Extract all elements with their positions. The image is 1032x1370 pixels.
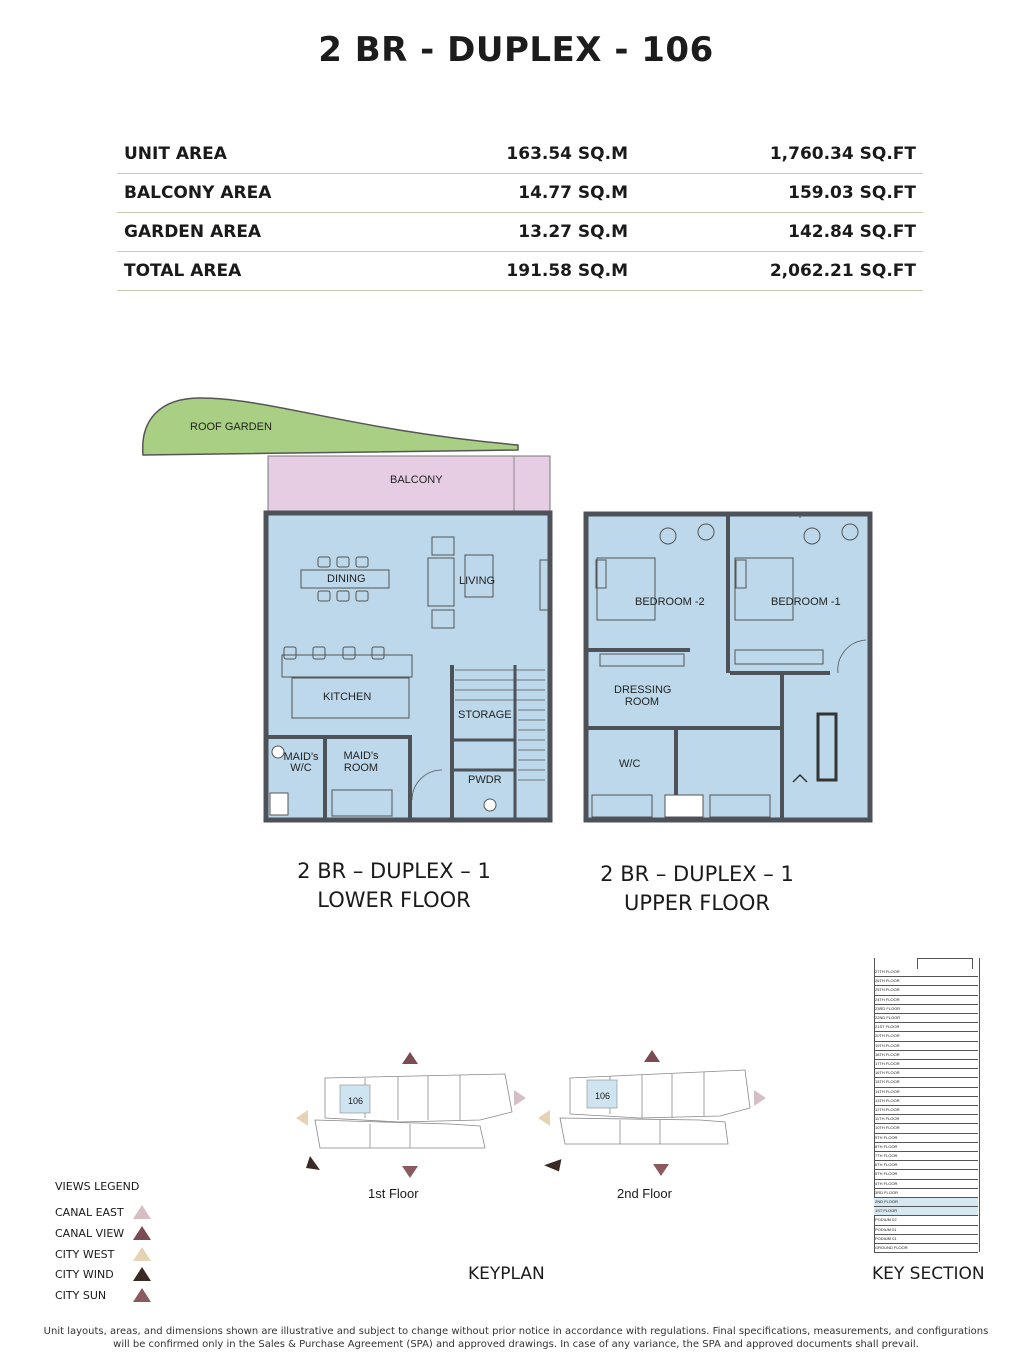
canal-east-triangle-icon bbox=[133, 1205, 151, 1219]
tower-floor-row bbox=[874, 1134, 978, 1143]
tower-floor-label: 22ND FLOOR bbox=[875, 1015, 901, 1020]
keyplan-unit-tag-1: 106 bbox=[348, 1096, 364, 1106]
key-section-label: KEY SECTION bbox=[872, 1264, 985, 1284]
legend-item: CITY WIND bbox=[55, 1268, 114, 1281]
legend-item: CITY SUN bbox=[55, 1289, 107, 1302]
tower-floor-row bbox=[874, 1060, 978, 1069]
tower-floor-row bbox=[874, 1216, 978, 1225]
area-sqm: 191.58 SQ.M bbox=[431, 252, 635, 291]
area-sqm: 163.54 SQ.M bbox=[431, 135, 635, 174]
tower-floor-row bbox=[874, 1051, 978, 1060]
label-maids-room: MAID's ROOM bbox=[343, 750, 379, 774]
tower-floor-row bbox=[874, 1032, 978, 1041]
label-storage: STORAGE bbox=[458, 709, 512, 721]
tower-floor-label: 17TH FLOOR bbox=[875, 1061, 900, 1066]
tower-floor-label: 4TH FLOOR bbox=[875, 1180, 898, 1186]
area-sqm: 14.77 SQ.M bbox=[431, 174, 635, 213]
tower-floor-row bbox=[874, 1170, 978, 1179]
area-label: BALCONY AREA bbox=[117, 174, 431, 213]
city-sun-triangle-icon bbox=[133, 1288, 151, 1302]
label-bedroom-2: BEDROOM -2 bbox=[635, 596, 705, 608]
tower-floor-row bbox=[874, 1189, 978, 1198]
tower-floor-row bbox=[874, 1124, 978, 1133]
tower-floor-row bbox=[874, 1097, 978, 1106]
city-wind-triangle-icon bbox=[133, 1267, 151, 1281]
tower-floor-label: 5TH FLOOR bbox=[875, 1171, 898, 1177]
tower-floor-label: 18TH FLOOR bbox=[875, 1051, 900, 1057]
area-label: TOTAL AREA bbox=[117, 252, 431, 291]
tower-floor-label: 24TH FLOOR bbox=[875, 996, 900, 1002]
tower-floor-label: PODIUM 02 bbox=[875, 1217, 897, 1223]
area-sqm: 13.27 SQ.M bbox=[431, 213, 635, 252]
tower-floor-row bbox=[874, 1161, 978, 1170]
tower-floor-label: 16TH FLOOR bbox=[875, 1070, 900, 1076]
tower-floor-label: 13TH FLOOR bbox=[875, 1097, 900, 1103]
area-sqft: 159.03 SQ.FT bbox=[635, 174, 923, 213]
label-living: LIVING bbox=[459, 575, 496, 587]
keyplan-label: KEYPLAN bbox=[468, 1264, 545, 1284]
area-sqft: 1,760.34 SQ.FT bbox=[635, 135, 923, 174]
tower-floor-label: PODIUM 01 bbox=[875, 1226, 897, 1232]
tower-floor-row bbox=[874, 1235, 978, 1244]
tower-floor-label: 7TH FLOOR bbox=[875, 1153, 898, 1158]
tower-floor-label: 12TH FLOOR bbox=[875, 1107, 900, 1112]
area-label: GARDEN AREA bbox=[117, 213, 431, 252]
tower-floor-label: 15TH FLOOR bbox=[875, 1079, 900, 1085]
tower-floor-row bbox=[874, 1152, 978, 1161]
tower-floor-label: 6TH FLOOR bbox=[875, 1162, 898, 1168]
tower-floor-label: 9TH FLOOR bbox=[875, 1134, 898, 1140]
tower-floor-row bbox=[874, 1005, 978, 1014]
tower-floor-row bbox=[874, 1106, 978, 1115]
label-dressing-room: DRESSING ROOM bbox=[614, 684, 672, 708]
tower-floor-label: 20TH FLOOR bbox=[875, 1033, 900, 1039]
page-title: 2 BR - DUPLEX - 106 bbox=[318, 30, 714, 70]
tower-floor-row bbox=[874, 1143, 978, 1152]
city-west-triangle-icon bbox=[133, 1247, 151, 1261]
area-label: UNIT AREA bbox=[117, 135, 431, 174]
lower-caption-line2: LOWER FLOOR bbox=[317, 888, 471, 912]
tower-floor-row bbox=[874, 1115, 978, 1124]
tower-floor-row bbox=[874, 1023, 978, 1032]
lower-floor-caption bbox=[254, 857, 534, 915]
legend-item: CANAL VIEW bbox=[55, 1227, 125, 1240]
tower-floor-label: 26TH FLOOR bbox=[875, 978, 900, 984]
tower-floor-label: 21ST FLOOR bbox=[875, 1024, 900, 1030]
label-pwdr: PWDR bbox=[468, 774, 502, 786]
tower-floor-row bbox=[874, 996, 978, 1005]
tower-floor-label: 3RD FLOOR bbox=[875, 1189, 898, 1195]
keyplan-unit-tag-2: 106 bbox=[595, 1091, 611, 1101]
upper-floor-caption bbox=[557, 860, 837, 918]
views-legend-title: VIEWS LEGEND bbox=[55, 1180, 140, 1193]
keyplan-drawing bbox=[280, 1040, 780, 1180]
tower-floor-label: 1ST FLOOR bbox=[875, 1208, 898, 1214]
keyplan-floor2-label: 2nd Floor bbox=[617, 1186, 672, 1201]
legend-item: CANAL EAST bbox=[55, 1206, 124, 1219]
tower-floor-row bbox=[874, 986, 978, 995]
tower-floor-label: 2ND FLOOR bbox=[875, 1199, 898, 1204]
label-maids-wc: MAID's W/C bbox=[283, 751, 319, 774]
tower-floor-label: 27TH FLOOR bbox=[875, 969, 900, 974]
label-kitchen: KITCHEN bbox=[323, 691, 372, 703]
tower-floor-row bbox=[874, 1078, 978, 1087]
tower-floor-row bbox=[874, 1180, 978, 1189]
tower-floor-label: 8TH FLOOR bbox=[875, 1143, 898, 1149]
tower-floor-label: 11TH FLOOR bbox=[875, 1116, 900, 1122]
tower-floor-row bbox=[874, 1042, 978, 1051]
tower-floor-label: 23RD FLOOR bbox=[875, 1005, 901, 1011]
label-balcony: BALCONY bbox=[390, 474, 443, 486]
upper-caption-line2: UPPER FLOOR bbox=[624, 891, 770, 915]
area-sqft: 2,062.21 SQ.FT bbox=[635, 252, 923, 291]
lower-caption-line1: 2 BR – DUPLEX – 1 bbox=[297, 859, 491, 883]
label-wc: W/C bbox=[619, 758, 641, 770]
area-sqft: 142.84 SQ.FT bbox=[635, 213, 923, 252]
tower-floor-label: GROUND FLOOR bbox=[875, 1245, 908, 1250]
upper-caption-line1: 2 BR – DUPLEX – 1 bbox=[600, 862, 794, 886]
legend-item: CITY WEST bbox=[55, 1248, 115, 1261]
tower-floor-row bbox=[874, 968, 978, 977]
label-roof-garden: ROOF GARDEN bbox=[190, 421, 272, 433]
tower-floor-row bbox=[874, 1207, 978, 1216]
tower-floor-row bbox=[874, 1088, 978, 1097]
disclaimer-text: Unit layouts, areas, and dimensions shown are illustrative and subject to change without prior notice in accordance with regulations. Final specifications, measurements, and configurations will be confirmed only in the Sales & Purchase Agreement (SPA) and approved drawings. In case of any variance, the SPA and approved documents shall prevail. bbox=[43, 1326, 989, 1350]
tower-floor-row bbox=[874, 1226, 978, 1235]
tower-floor-row bbox=[874, 1069, 978, 1078]
tower-floor-label: 25TH FLOOR bbox=[875, 987, 900, 993]
label-dining: DINING bbox=[327, 573, 366, 585]
label-bedroom-1: BEDROOM -1 bbox=[771, 596, 841, 608]
tower-floor-row bbox=[874, 1198, 978, 1207]
tower-floor-label: 19TH FLOOR bbox=[875, 1042, 900, 1048]
tower-floor-label: PODIUM 01 bbox=[875, 1235, 897, 1241]
canal-view-triangle-icon bbox=[133, 1226, 151, 1240]
tower-floor-row bbox=[874, 1244, 978, 1253]
tower-floor-row bbox=[874, 977, 978, 986]
tower-floor-row bbox=[874, 1014, 978, 1023]
tower-floor-label: 14TH FLOOR bbox=[875, 1088, 900, 1094]
tower-floor-label: 10TH FLOOR bbox=[875, 1125, 900, 1131]
keyplan-floor1-label: 1st Floor bbox=[368, 1186, 419, 1201]
